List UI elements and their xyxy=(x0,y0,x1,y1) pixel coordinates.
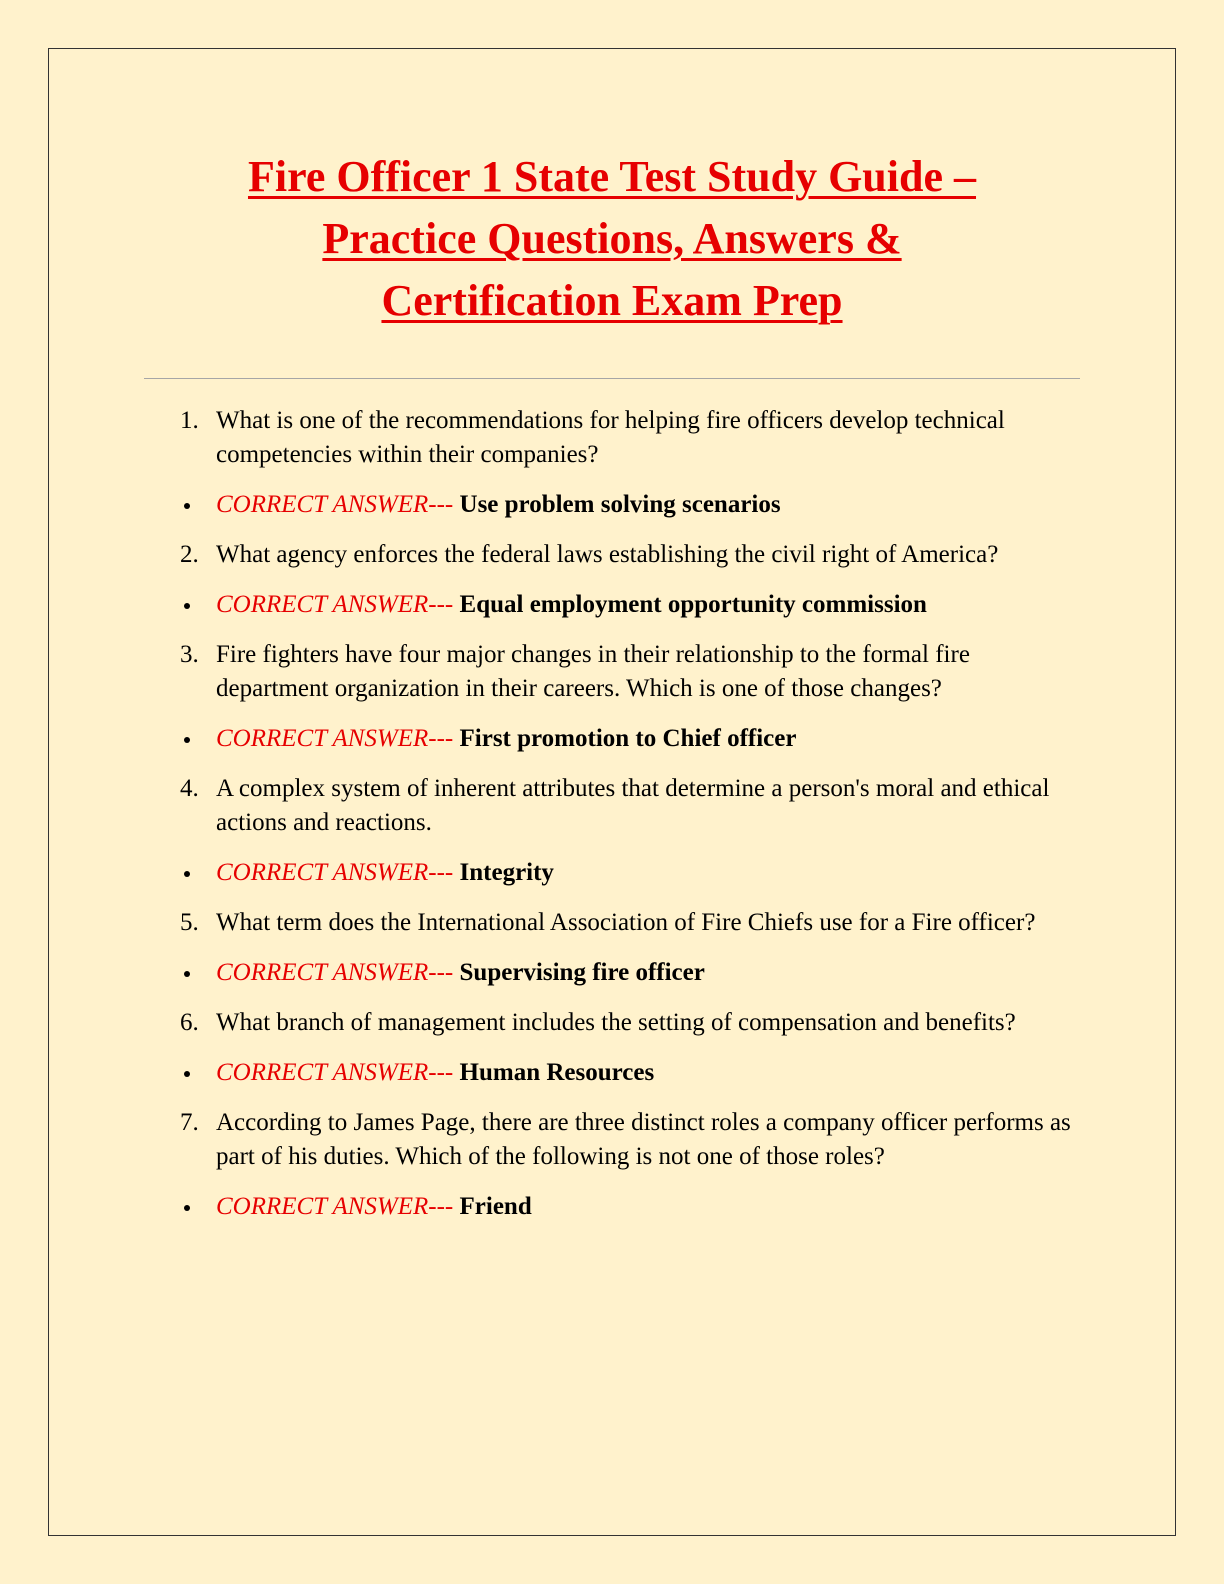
bullet-icon xyxy=(184,1205,190,1211)
question-text: What branch of management includes the setting of compensation and benefits? xyxy=(216,1009,1016,1036)
bullet-icon xyxy=(184,603,190,609)
question-text: What is one of the recommendations for helping fire officers develop technical competencies within their companies? xyxy=(216,407,1005,468)
answer-label: CORRECT ANSWER--- xyxy=(216,859,460,886)
bullet-icon xyxy=(184,871,190,877)
bullet-icon xyxy=(184,737,190,743)
question-number: 6. xyxy=(180,1009,199,1036)
answer-label: CORRECT ANSWER--- xyxy=(216,491,460,518)
bullet-icon xyxy=(184,1071,190,1077)
answer-text: Human Resources xyxy=(459,1059,655,1086)
answer-label: CORRECT ANSWER--- xyxy=(216,1193,460,1220)
question-number: 4. xyxy=(180,775,199,802)
question-number: 1. xyxy=(180,407,199,434)
question-number: 7. xyxy=(180,1109,199,1136)
question-item xyxy=(170,1106,1080,1174)
question-text: Fire fighters have four major changes in their relationship to the formal fire department organization in their careers. Which is one of those changes? xyxy=(216,641,970,702)
question-number: 2. xyxy=(180,541,199,568)
answer-text: First promotion to Chief officer xyxy=(459,725,797,752)
question-number: 5. xyxy=(180,909,199,936)
answer-label: CORRECT ANSWER--- xyxy=(216,591,460,618)
answer-label: CORRECT ANSWER--- xyxy=(216,1059,460,1086)
answer-item xyxy=(170,956,1080,990)
answer-item xyxy=(170,588,1080,622)
question-text: A complex system of inherent attributes that determine a person's moral and ethical actions and reactions. xyxy=(216,775,1050,836)
answer-item xyxy=(170,488,1080,522)
question-number: 3. xyxy=(180,641,199,668)
title-line-2: Practice Questions, Answers & xyxy=(322,214,902,263)
answer-text: Friend xyxy=(459,1193,532,1220)
question-item xyxy=(170,404,1080,472)
answer-item xyxy=(170,856,1080,890)
horizontal-divider xyxy=(144,378,1080,379)
question-item xyxy=(170,538,1080,572)
question-item xyxy=(170,638,1080,706)
question-text: What agency enforces the federal laws establishing the civil right of America? xyxy=(216,541,999,568)
answer-label: CORRECT ANSWER--- xyxy=(216,725,460,752)
question-item xyxy=(170,1006,1080,1040)
answer-text: Supervising fire officer xyxy=(459,959,705,986)
question-answer-list xyxy=(170,404,1080,1240)
answer-label: CORRECT ANSWER--- xyxy=(216,959,460,986)
title-line-1: Fire Officer 1 State Test Study Guide – xyxy=(247,152,977,201)
answer-text: Equal employment opportunity commission xyxy=(459,591,927,618)
question-text: According to James Page, there are three distinct roles a company officer performs as part of his duties. Which of the following is not one of those roles? xyxy=(216,1109,1071,1170)
answer-text: Integrity xyxy=(459,859,554,886)
answer-item xyxy=(170,722,1080,756)
title-line-3: Certification Exam Prep xyxy=(381,276,843,325)
bullet-icon xyxy=(184,971,190,977)
answer-item xyxy=(170,1056,1080,1090)
answer-text: Use problem solving scenarios xyxy=(459,491,781,518)
document-title xyxy=(100,146,1124,332)
question-item xyxy=(170,772,1080,840)
question-text: What term does the International Association of Fire Chiefs use for a Fire officer? xyxy=(216,909,1036,936)
answer-item xyxy=(170,1190,1080,1224)
bullet-icon xyxy=(184,503,190,509)
question-item xyxy=(170,906,1080,940)
